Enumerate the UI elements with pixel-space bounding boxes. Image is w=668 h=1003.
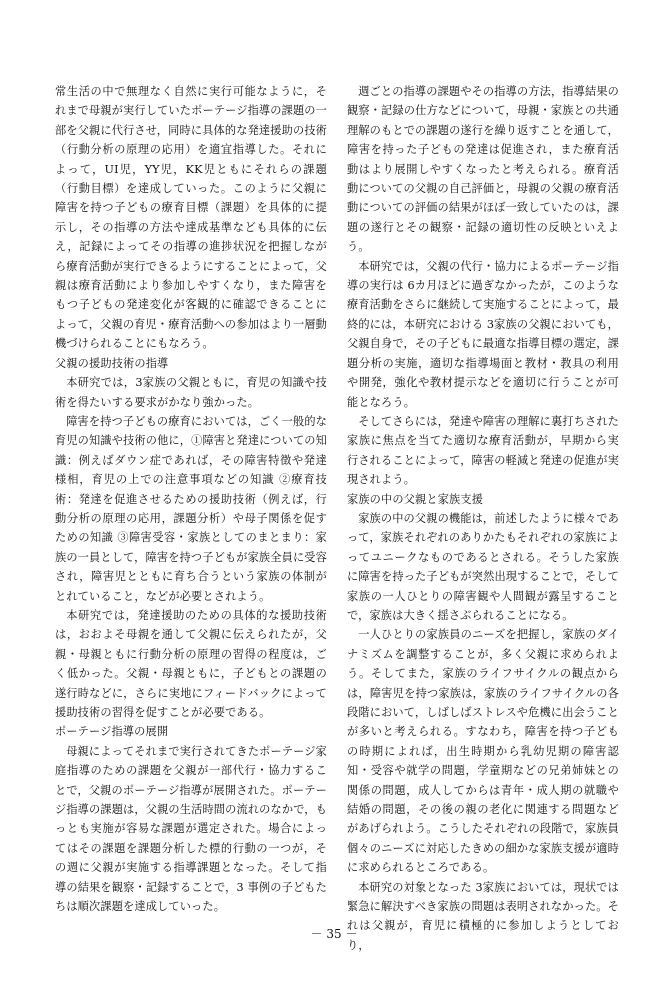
paragraph: 本研究では，発達援助のための具体的な援助技術は，おおよそ母親を通して父親に伝えられたが，父親・母親ともに行動分析の原理の習得の程度は，ごく低かった。父親・母親ともに，子どもとの課題の遂行時などに，さらに実地にフィードバックによって援助技術の習得を促すことが必要である。 [55,608,327,719]
paragraph: 障害を持つ子どもの療育においては，ごく一般的な育児の知識や技術の他に，①障害と発達についての知識：例えばダウン症であれば，その障害特徴や発達様相，育児の上での注意事項などの知識 ②療育技術：発達を促進させるための援助技術（例えば，行動分析の原理の応用，課題分析）や母子関係を促すための知識 ③障害受容・家族としてのまとまり：家族の一員として，障害を持つ子どもが家族全員に受容され，障害児とともに育ち合うという家族の体制がとれていること，などが必要とされよう。 [55,414,327,603]
paragraph: 常生活の中で無理なく自然に実行可能なように，それまで母親が実行していたポーテージ指導の課題の一部を父親に代行させ，同時に具体的な発達援助の技術（行動分析の原理の応用）を適宜指導した。それによって，UI児，YY児，KK児ともにそれらの課題（行動目標）を達成していった。このように父親に障害を持つ子どもの療育目標（課題）を具体的に提示し，その指導の方法や達成基準なども具体的に伝え，記録によってその指導の進捗状況を把握しながら療育活動が実行できるようにすることによって，父親は療育活動により参加しやすくなり，また障害をもつ子どもの発達変化が客観的に確認できることによって，父親の育児・療育活動への参加はより一層動機づけられることにもなろう。 [55,85,327,351]
right-column [347,82,619,955]
paragraph: 本研究では，3家族の父親ともに，育児の知識や技術を得たいする要求がかなり強かった。 [55,376,327,409]
paragraph: 本研究では，父親の代行・協力によるポーテージ指導の実行は 6カ月ほどに過ぎなかったが，このような療育活動をさらに継続して実施することによって，最終的には，本研究における 3家族の父親においても，父親自身で，その子どもに最適な指導目標の選定，課題分析の実施，適切な指導場面と教材・教具の利用や開発，強化や教材提示などを適切に行うことが可能となろう。 [347,259,619,409]
page-number: － 35 － [310,927,358,941]
section-heading-father-support-skills: 父親の援助技術の指導 [55,356,169,370]
section-heading-portage-development: ポーテージ指導の展開 [55,725,169,739]
section-heading-father-family-support: 家族の中の父親と家族支援 [347,492,484,506]
paragraph: 母親によってそれまで実行されてきたポーテージ家庭指導のための課題を父親が一部代行・協力することで，父親のポーテージ指導が展開された。ポーテージ指導の課題は，父親の生活時間の流れのなかで，もっとも実施が容易な課題が選定された。場合によってはその課題を課題分析した標的行動の一つが，その週に父親が実施する指導課題となった。そして指導の結果を観察・記録することで，3 事例の子どもたちは順次課題を達成していった。 [55,744,327,914]
paragraph: そしてさらには，発達や障害の理解に裏打ちされた家族に焦点を当てた適切な療育活動が，早期から実行されることによって，障害の軽減と発達の促進が実現されよう。 [347,414,619,487]
left-column [55,82,327,916]
paragraph: 本研究の対象となった 3家族においては，現状では緊急に解決すべき家族の問題は表明されなかった。それは父親が，育児に積極的に参加しようとしており， [347,880,619,952]
paragraph: 週ごとの指導の課題やその指導の方法，指導結果の観察・記録の仕方などについて，母親・家族との共通理解のもとでの課題の遂行を繰り返すことを通して，障害を持った子どもの発達は促進され，また療育活動はより展開しやすくなったと考えられる。療育活動についての父親の自己評価と，母親の父親の療育活動についての評価の結果がほぼ一致していたのは，課題の遂行とその観察・記録の適切性の反映といえよう。 [347,85,619,254]
paragraph: 一人ひとりの家族員のニーズを把握し，家族のダイナミズムを調整することが，多く父親に求められよう。そしてまた，家族のライフサイクルの観点からは，障害児を持つ家族は，家族のライフサイクルの各段階において，しばしばストレスや危機に出会うことが多いと考えられる。すなわち，障害を持つ子どもの時期によれば，出生時期から乳幼児期の障害認知・受容や就学の問題，学童期などの兄弟姉妹との関係の問題，成人してからは青年・成人期の就職や結婚の問題，その後の親の老化に関連する問題などがあげられよう。こうしたそれぞれの段階で，家族員個々のニーズに対応したきめの細かな家族支援が適時に求められるところである。 [347,628,619,875]
paragraph: 家族の中の父親の機能は，前述したように様々であって，家族それぞれのありかたもそれぞれの家族によってユニークなものであるとされる。そうした家族に障害を持った子どもが突然出現することで，そして家族の一人ひとりの障害観や人間観が露呈することで，家族は大きく揺さぶられることになる。 [347,511,619,622]
